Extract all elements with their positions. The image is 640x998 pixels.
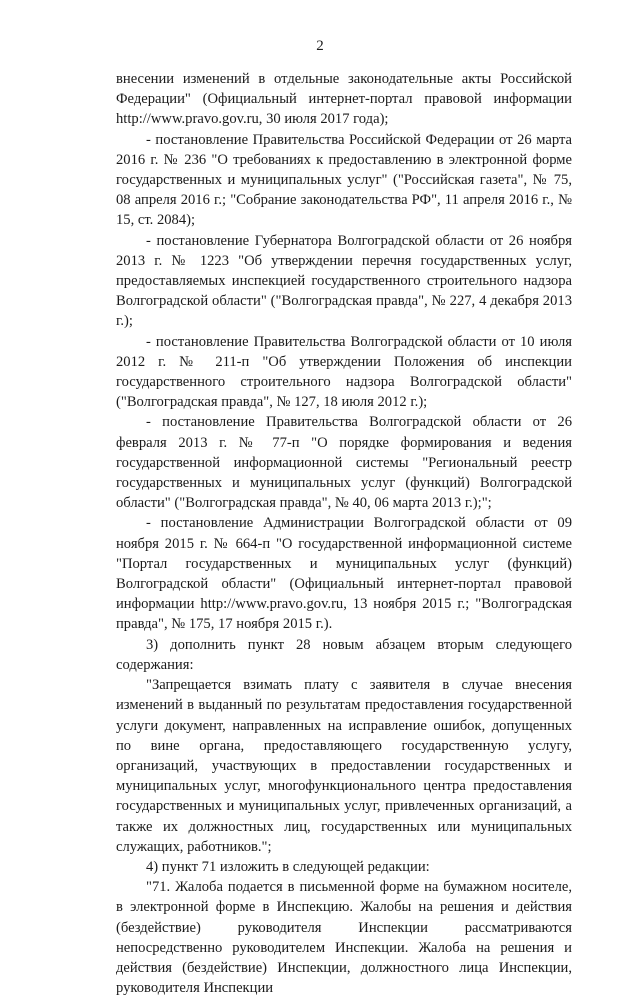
paragraph: - постановление Правительства Волгоградской области от 10 июля 2012 г. № 211-п "Об утверждении Положения об инспекции государственного строительного надзора Волгоградской области" ("Волгоградская правда", № 127, 18 июля 2012 г.);	[116, 333, 572, 411]
paragraph: - постановление Правительства Волгоградской области от 26 февраля 2013 г. № 77-п "О порядке формирования и ведения государственной информационной системы "Региональный реестр государственных и муниципальных услуг (функций) Волгоградской области" ("Волгоградская правда", № 40, 06 марта 2013 г.);";	[116, 414, 572, 512]
paragraph: "71. Жалоба подается в письменной форме на бумажном носителе, в электронной форме в Инспекцию. Жалобы на решения и действия (бездействие) руководителя Инспекции рассматриваются непосредственно руководителем Инспекции. Жалоба на решения и действия (бездействие) Инспекции, должностного лица Инспекции, руководителя Инспекции	[116, 879, 572, 997]
paragraph: 3) дополнить пункт 28 новым абзацем вторым следующего содержания:	[116, 636, 572, 673]
document-body	[116, 69, 572, 998]
paragraph: - постановление Администрации Волгоградской области от 09 ноября 2015 г. № 664-п "О государственной информационной системе "Портал государственных и муниципальных услуг (функций) Волгоградской области" (Официальный интернет-портал правовой информации http://www.pravo.gov.ru, 13 ноября 2015 г.; "Волгоградская правда", № 175, 17 ноября 2015 г.).	[116, 515, 572, 633]
page-number: 2	[316, 38, 324, 54]
paragraph: 4) пункт 71 изложить в следующей редакции:	[146, 858, 430, 875]
paragraph: "Запрещается взимать плату с заявителя в случае внесения изменений в выданный по результатам предоставления государственной услуги документ, направленных на исправление ошибок, допущенных по вине органа, предоставляющего государственную услугу, организаций, участвующих в предоставлении государственных и муниципальных услуг, многофункционального центра предоставления государственных и муниципальных услуг, привлеченных организаций, а также их должностных лиц, государственных или муниципальных служащих, работников.";	[116, 677, 572, 855]
paragraph: внесении изменений в отдельные законодательные акты Российской Федерации" (Официальный интернет-портал правовой информации http://www.pravo.gov.ru, 30 июля 2017 года);	[116, 71, 572, 128]
paragraph: - постановление Губернатора Волгоградской области от 26 ноября 2013 г. № 1223 "Об утверждении перечня государственных услуг, предоставляемых инспекцией государственного строительного надзора Волгоградской области" ("Волгоградская правда", № 227, 4 декабря 2013 г.);	[116, 232, 572, 330]
paragraph: - постановление Правительства Российской Федерации от 26 марта 2016 г. № 236 "О требованиях к предоставлению в электронной форме государственных и муниципальных услуг" ("Российская газета", № 75, 08 апреля 2016 г.; "Собрание законодательства РФ", 11 апреля 2016 г., № 15, ст. 2084);	[116, 131, 572, 229]
